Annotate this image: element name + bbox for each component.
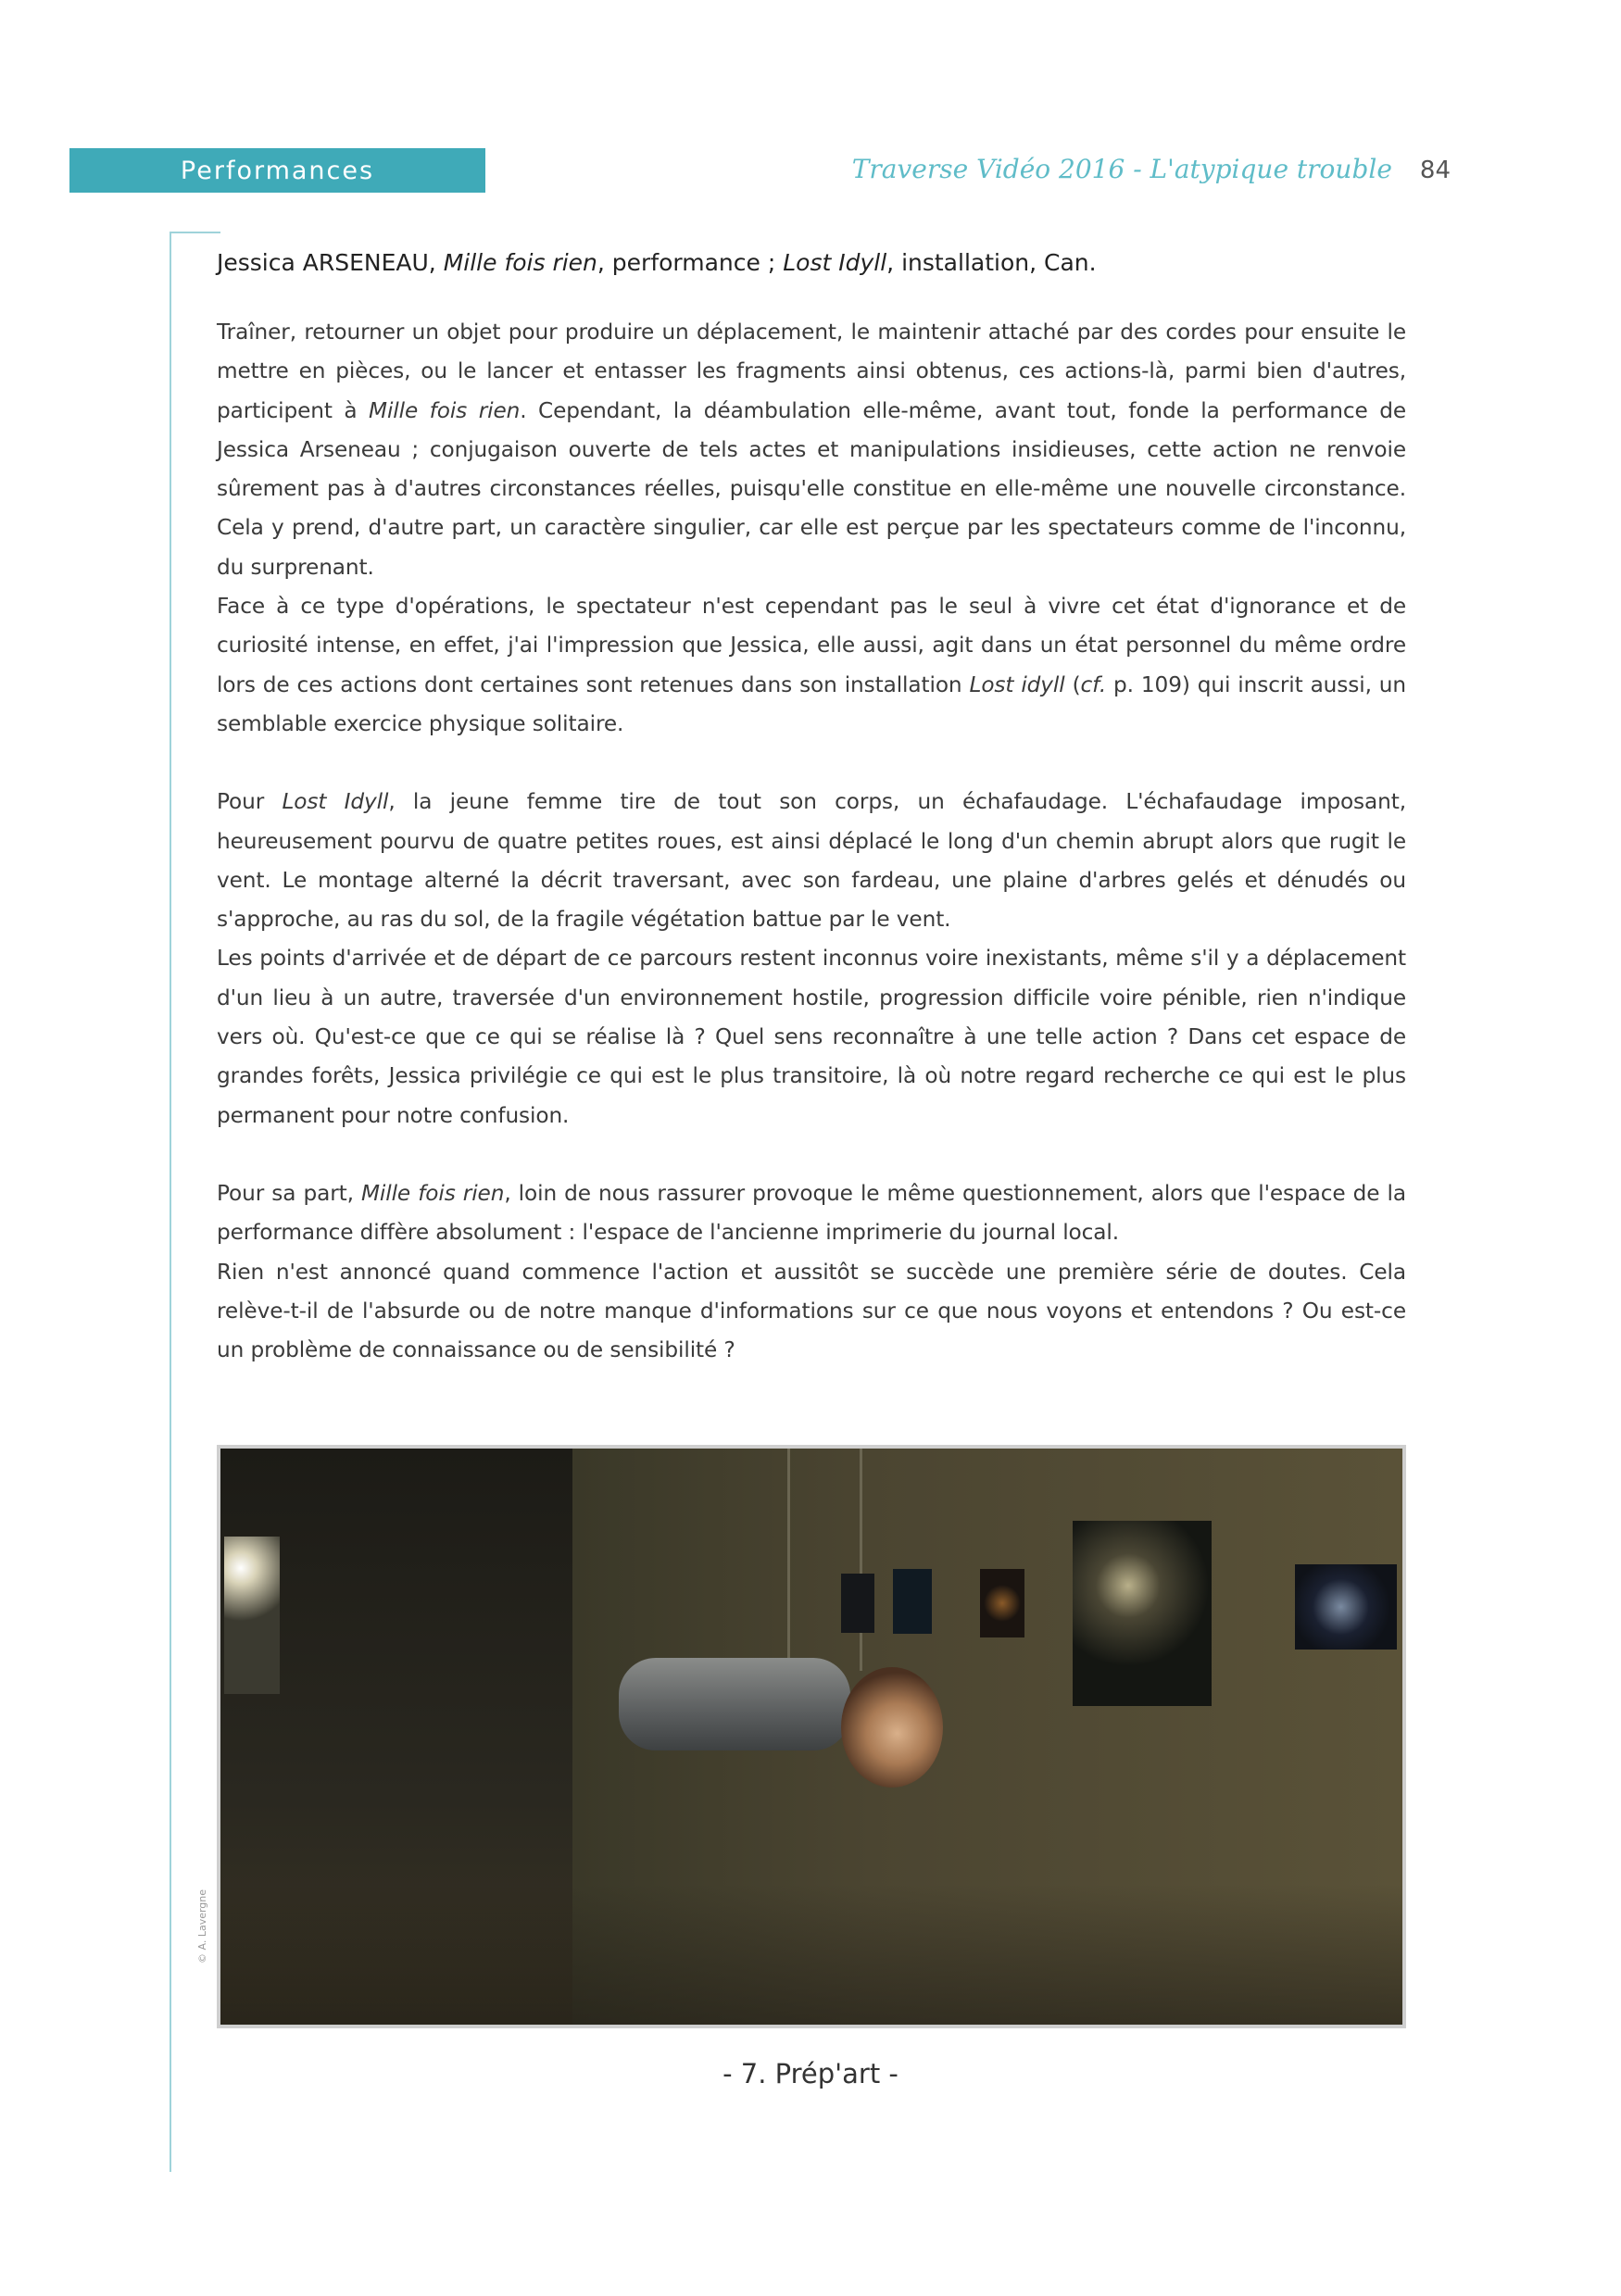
margin-rule-top — [170, 232, 220, 233]
paragraph — [217, 1253, 1406, 1371]
photo-figure-body — [619, 1658, 850, 1750]
work-type-2: , installation, Can. — [886, 249, 1097, 276]
text-run: ( — [1064, 671, 1081, 697]
paragraph — [217, 313, 1406, 587]
text-run: , la jeune femme tire de tout son corps, un échafaudage. L'échafaudage imposant, heureusement pourvu de quatre petites roues, est ainsi déplacé le long d'un chemin abrupt alors que rugit le vent. Le montage alterné la décrit traversant, avec son fardeau, une plaine d'arbres gelés et dénudés ou s'approche, au ras du sol, de la fragile végétation battue par le vent. — [217, 789, 1406, 933]
publication-title: Traverse Vidéo 2016 - L'atypique trouble — [851, 154, 1392, 184]
photo-credit: © A. Lavergne — [196, 1888, 208, 1964]
photo-frame — [893, 1569, 932, 1634]
running-header — [852, 154, 1451, 184]
photo-rope — [860, 1449, 862, 1671]
photo-frame — [1295, 1564, 1397, 1650]
photo-floor — [220, 1884, 1406, 2028]
paragraph — [217, 587, 1406, 744]
section-tab — [69, 148, 485, 193]
photo-window — [224, 1537, 280, 1694]
work-type-1: , performance ; — [597, 249, 784, 276]
photo-figure-head — [841, 1667, 943, 1788]
paragraph-group-1 — [217, 313, 1406, 744]
italic-abbrev: cf. — [1080, 671, 1107, 697]
margin-rule-left — [170, 232, 171, 2172]
photo-frame — [1073, 1521, 1212, 1706]
text-run: Face à ce type d'opérations, le spectateur n'est cependant pas le seul à vivre cet état d'ignorance et de curiosité intense, en effet, j'ai l'impression que Jessica, elle aussi, agit dans un état personnel du même ordre lors de ces actions dont certaines sont retenues dans son installation — [217, 594, 1406, 697]
text-run: p. 109) qui inscrit aussi, un semblable exercice physique solitaire. — [217, 671, 1407, 736]
photo-frame — [980, 1569, 1024, 1637]
text-run: Les points d'arrivée et de départ de ce parcours restent inconnus voire inexistants, même s'il y a déplacement d'un lieu à un autre, traversée d'un environnement hostile, progression difficile voire pénible, rien n'indique vers où. Qu'est-ce que ce qui se réalise là ? Quel sens reconnaître à une telle action ? Dans cet espace de grandes forêts, Jessica privilégie ce qui est le plus transitoire, là où notre regard recherche ce qui est le plus permanent pour notre confusion. — [217, 946, 1406, 1128]
photo-rope — [787, 1449, 790, 1680]
text-run: Pour — [217, 789, 283, 815]
text-run: Rien n'est annoncé quand commence l'action et aussitôt se succède une première série de doutes. Cela relève-t-il de l'absurde ou de notre manque d'informations sur ce que nous voyons et entendons ? Ou est-ce un problème de connaissance ou de sensibilité ? — [217, 1259, 1406, 1363]
text-run: , loin de nous rassurer provoque le même questionnement, alors que l'espace de la performance diffère absolument : l'espace de l'ancienne imprimerie du journal local. — [217, 1180, 1406, 1246]
paragraph — [217, 1174, 1406, 1253]
italic-title: Mille fois rien — [369, 397, 521, 423]
italic-title: Lost Idyll — [282, 789, 389, 815]
italic-title: Mille fois rien — [361, 1180, 505, 1206]
text-run: Pour sa part, — [217, 1180, 361, 1206]
paragraph — [217, 939, 1406, 1135]
page-number: 84 — [1419, 157, 1451, 184]
italic-title: Lost idyll — [969, 671, 1065, 697]
paragraph-group-2 — [217, 783, 1406, 1135]
section-title: Performances — [180, 156, 375, 185]
article-heading — [217, 246, 1406, 280]
work-title-2: Lost Idyll — [783, 249, 887, 276]
page-caption: - 7. Prép'art - — [723, 2058, 898, 2089]
artist-name: Jessica ARSENEAU, — [217, 249, 444, 276]
work-title-1: Mille fois rien — [443, 249, 597, 276]
paragraph-group-3 — [217, 1174, 1406, 1370]
text-run: . Cependant, la déambulation elle-même, avant tout, fonde la performance de Jessica Arseneau ; conjugaison ouverte de tels actes et manipulations insidieuses, cette action ne renvoie sûrement pas à d'autres circonstances réelles, puisqu'elle constitue en elle-même une nouvelle circonstance. Cela y prend, d'autre part, un caractère singulier, car elle est perçue par les spectateurs comme de l'inconnu, du surprenant. — [217, 397, 1406, 580]
paragraph — [217, 783, 1406, 939]
text-run: Traîner, retourner un objet pour produire un déplacement, le maintenir attaché par des cordes pour ensuite le mettre en pièces, ou le lancer et entasser les fragments ainsi obtenus, ces actions-là, parmi bien d'autres, participent à — [217, 320, 1406, 423]
article-body — [217, 246, 1406, 1409]
photo-frame — [841, 1574, 874, 1633]
performance-photo — [217, 1445, 1406, 2028]
